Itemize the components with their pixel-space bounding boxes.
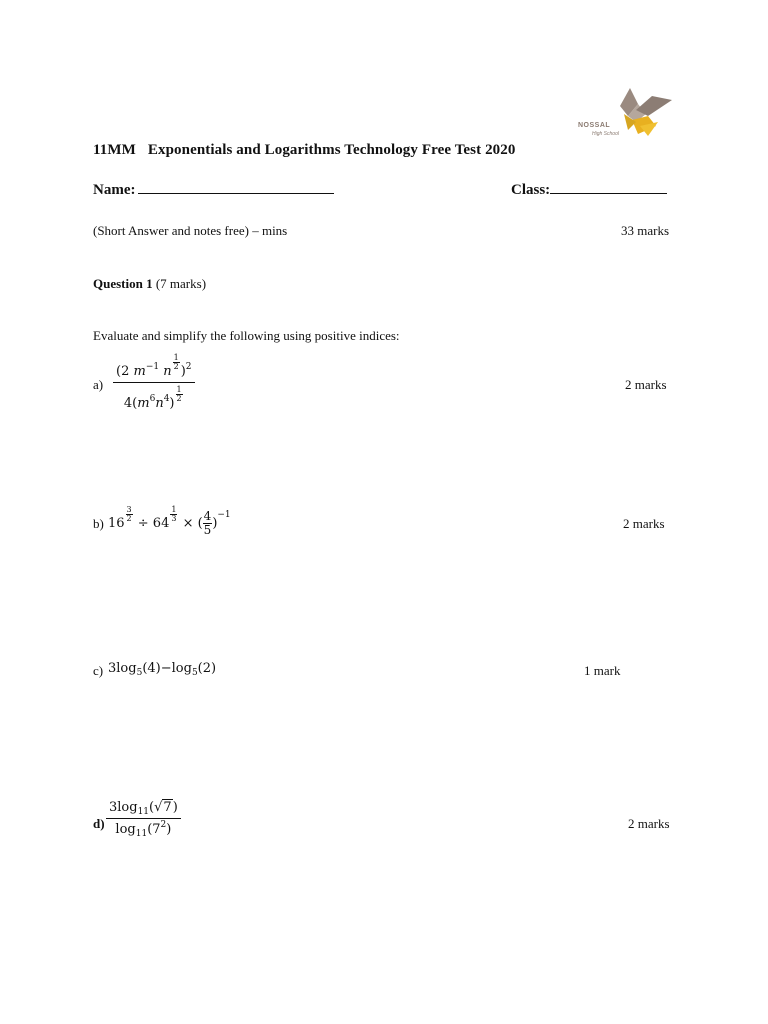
logo-subtitle: High School [592, 131, 619, 137]
part-a-label: a) [93, 377, 104, 392]
course-code: 11MM [93, 142, 136, 158]
name-field [93, 179, 334, 199]
school-logo [576, 86, 676, 140]
logo-school-name: NOSSAL [578, 122, 611, 129]
part-b-label: b) [93, 516, 104, 531]
part-d-marks: 2 marks [628, 816, 670, 831]
total-marks: 33 marks [621, 223, 670, 238]
butterfly-logo-icon [576, 86, 676, 140]
class-field [511, 179, 667, 199]
part-c-marks: 1 mark [584, 663, 621, 678]
title-text: Exponentials and Logarithms Technology Free Test 2020 [147, 142, 516, 158]
test-title [93, 142, 515, 159]
part-c-label: c) [93, 663, 104, 678]
part-a-expression: (2 $m^{-1}$ n $\frac{1}{2}$ )$^2$ $4(m^6n^4)$ $\frac{1}{2}$ [113, 354, 195, 411]
part-c-expression: $3\log_5(4)-\log_5(2)$ [108, 661, 217, 678]
class-label: Class: [511, 182, 551, 198]
question-heading [93, 276, 206, 292]
part-d-expression: $\frac{3\log_{11}(√7)}{\log_{11}(7^2)}$ [106, 800, 181, 837]
part-a-marks: 2 marks [625, 377, 667, 392]
part-b-expression: 16 $\frac{3}{2}$ ÷ 64 $\frac{1}{3}$ × ( $\frac{4}{5})^{-1}$ [108, 505, 231, 537]
class-blank-line[interactable] [550, 179, 667, 194]
name-label: Name: [93, 182, 136, 198]
instruction: Evaluate and simplify the following using positive indices: [93, 328, 400, 343]
part-d-label: d) [93, 816, 105, 831]
question-number: Question 1 [93, 276, 153, 291]
question-marks: (7 marks) [155, 276, 207, 291]
test-conditions: (Short Answer and notes free) – mins [93, 223, 288, 238]
name-blank-line[interactable] [138, 179, 334, 194]
part-b-marks: 2 marks [623, 516, 665, 531]
